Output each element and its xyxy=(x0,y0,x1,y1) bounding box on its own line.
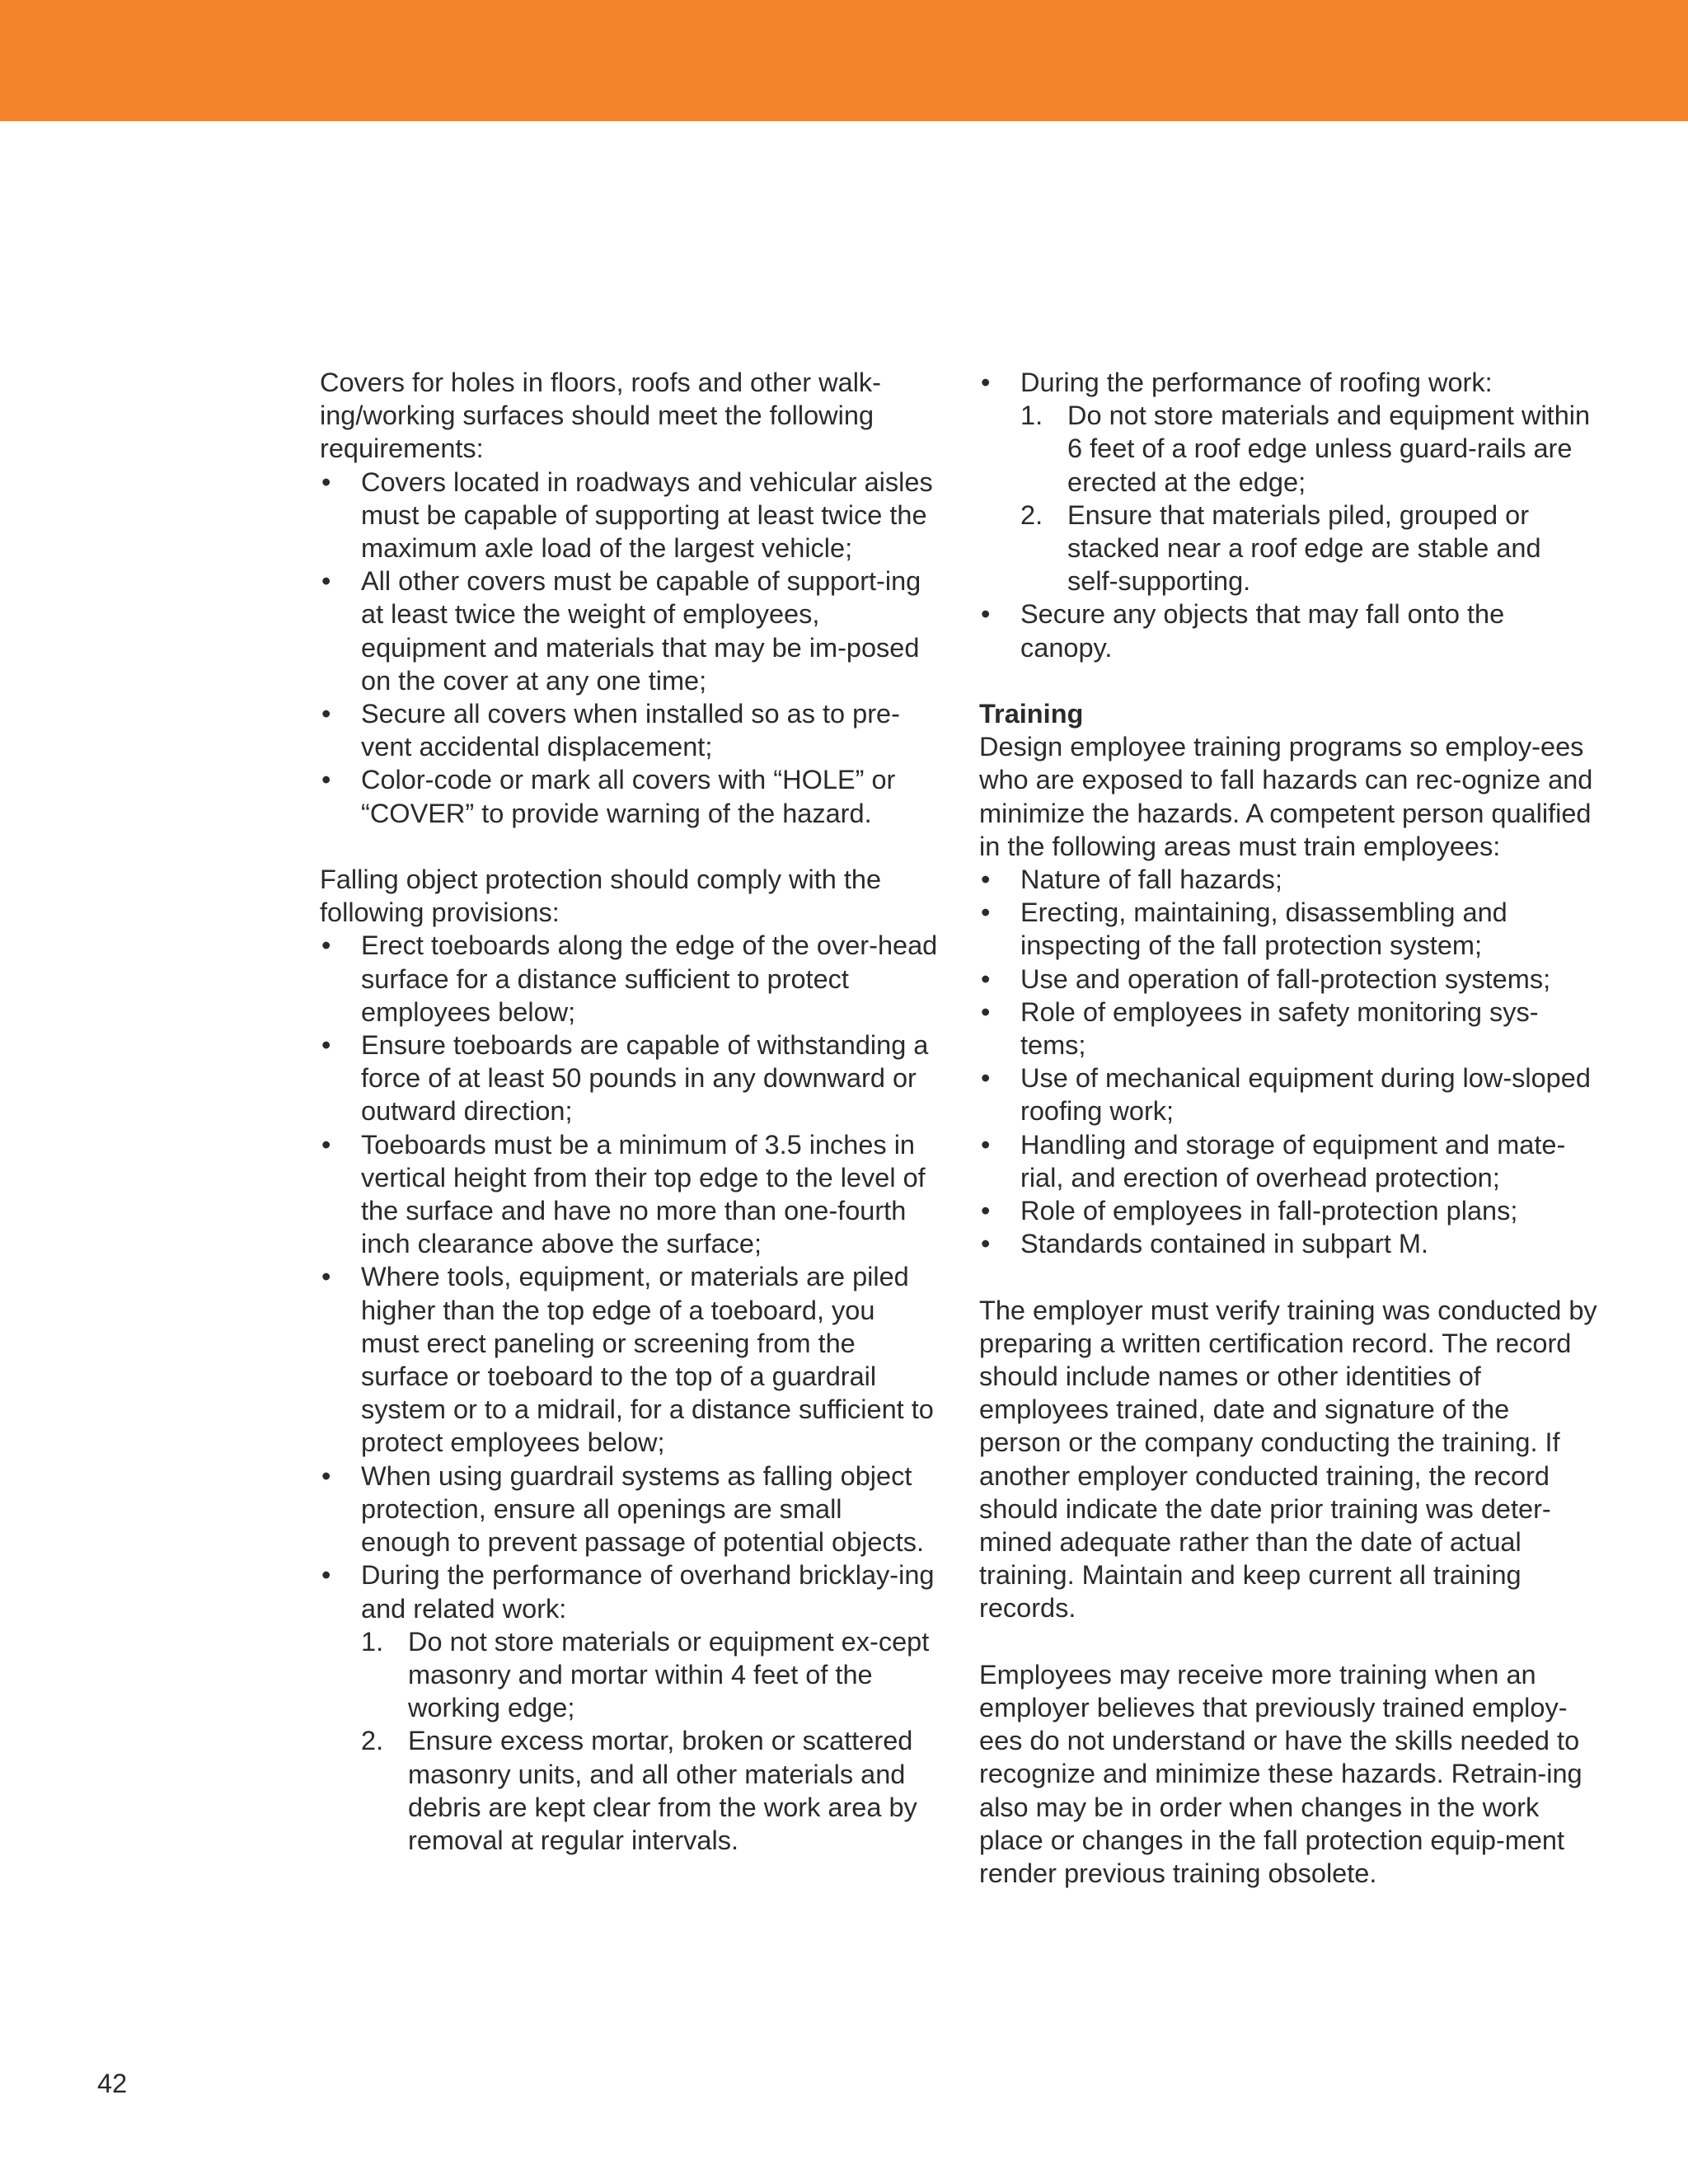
list-item: • Role of employees in safety monitoring sys-tems; xyxy=(979,996,1597,1062)
numbered-step xyxy=(361,1724,938,1857)
step-text: Do not store materials and equipment within 6 feet of a roof edge unless guard-rails are erected at the edge; xyxy=(1067,401,1591,497)
training-intro: Design employee training programs so employ-ees who are exposed to fall hazards can rec-ognize and minimize the hazards. A competent person qualified in the following areas must train employees: xyxy=(979,732,1593,861)
list-item: • All other covers must be capable of support-ing at least twice the weight of employees, equipment and materials that may be im-posed on the cover at any one time; xyxy=(320,565,938,697)
list-item: • Secure any objects that may fall onto the canopy. xyxy=(979,598,1597,663)
step-text: Ensure excess mortar, broken or scattered masonry units, and all other materials and debris are kept clear from the work area by removal at regular intervals. xyxy=(408,1726,917,1855)
step-text: Ensure that materials piled, grouped or stacked near a roof edge are stable and self-supporting. xyxy=(1067,499,1541,597)
list-item: • Handling and storage of equipment and mate-rial, and erection of overhead protection; xyxy=(979,1128,1597,1194)
training-list xyxy=(979,863,1597,1260)
list-item-bricklaying xyxy=(320,1558,938,1857)
covers-list xyxy=(320,466,938,830)
list-item-roofing xyxy=(979,366,1597,598)
page-number: 42 xyxy=(97,2069,128,2098)
list-item: • Erecting, maintaining, disassembling and inspecting of the fall protection system; xyxy=(979,896,1597,962)
right-column xyxy=(979,366,1597,1890)
numbered-step xyxy=(1020,399,1597,499)
list-item: • Role of employees in fall-protection plans; xyxy=(979,1194,1597,1227)
list-item: • Erect toeboards along the edge of the over-head surface for a distance sufficient to protect employees below; xyxy=(320,929,938,1029)
list-item: • Secure all covers when installed so as to pre-vent accidental displacement; xyxy=(320,697,938,763)
step-number: 2. xyxy=(1020,499,1043,530)
retraining-paragraph: Employees may receive more training when an employer believes that previously trained employ-ees do not understand or have the skills needed to recognize and minimize these hazards. Retrain-ing also may be in order when changes in the work place or changes in the fall protection equip-ment render previous training obsolete. xyxy=(979,1659,1582,1889)
roofing-list xyxy=(979,366,1597,664)
list-item: • Use of mechanical equipment during low-sloped roofing work; xyxy=(979,1062,1597,1127)
certification-paragraph: The employer must verify training was conducted by preparing a written certification record. The record should include names or other identities of employees trained, date and signature of the person or the company conducting the training. If another employer conducted training, the record should indicate the date prior training was deter-mined adequate rather than the date of actual training. Maintain and keep current all training records. xyxy=(979,1295,1597,1624)
step-number: 2. xyxy=(361,1726,384,1756)
list-item: • Use and operation of fall-protection systems; xyxy=(979,963,1597,996)
list-item: • Covers located in roadways and vehicular aisles must be capable of supporting at least twice the maximum axle load of the largest vehicle; xyxy=(320,466,938,565)
step-text: Do not store materials or equipment ex-cept masonry and mortar within 4 feet of the working edge; xyxy=(408,1626,930,1723)
list-item: • Ensure toeboards are capable of withstanding a force of at least 50 pounds in any downward or outward direction; xyxy=(320,1029,938,1128)
roofing-steps xyxy=(1020,399,1597,598)
list-item: • Where tools, equipment, or materials are piled higher than the top edge of a toeboard, you must erect paneling or screening from the surface or toeboard to the top of a guardrail system or to a midrail, for a distance sufficient to protect employees below; xyxy=(320,1260,938,1459)
step-number: 1. xyxy=(1020,401,1043,431)
falling-intro: Falling object protection should comply with the following provisions: xyxy=(320,865,882,928)
training-heading: Training xyxy=(979,699,1084,729)
list-item: • When using guardrail systems as falling object protection, ensure all openings are small enough to prevent passage of potential objects. xyxy=(320,1460,938,1559)
header-color-band xyxy=(0,0,1688,121)
bricklaying-item-text: During the performance of overhand bricklay-ing and related work: xyxy=(361,1560,935,1624)
step-number: 1. xyxy=(361,1626,384,1657)
left-column xyxy=(320,366,938,1857)
falling-list xyxy=(320,929,938,1857)
list-item: • Nature of fall hazards; xyxy=(979,863,1597,896)
list-item: • Standards contained in subpart M. xyxy=(979,1227,1597,1260)
bricklaying-steps xyxy=(361,1625,938,1857)
roofing-item-text: During the performance of roofing work: xyxy=(1020,368,1493,397)
list-item: • Color-code or mark all covers with “HOLE” or “COVER” to provide warning of the hazard. xyxy=(320,763,938,829)
covers-intro: Covers for holes in floors, roofs and other walk-ing/working surfaces should meet the following requirements: xyxy=(320,368,881,464)
numbered-step xyxy=(1020,499,1597,598)
list-item: • Toeboards must be a minimum of 3.5 inches in vertical height from their top edge to the level of the surface and have no more than one-fourth inch clearance above the surface; xyxy=(320,1128,938,1261)
numbered-step xyxy=(361,1625,938,1725)
